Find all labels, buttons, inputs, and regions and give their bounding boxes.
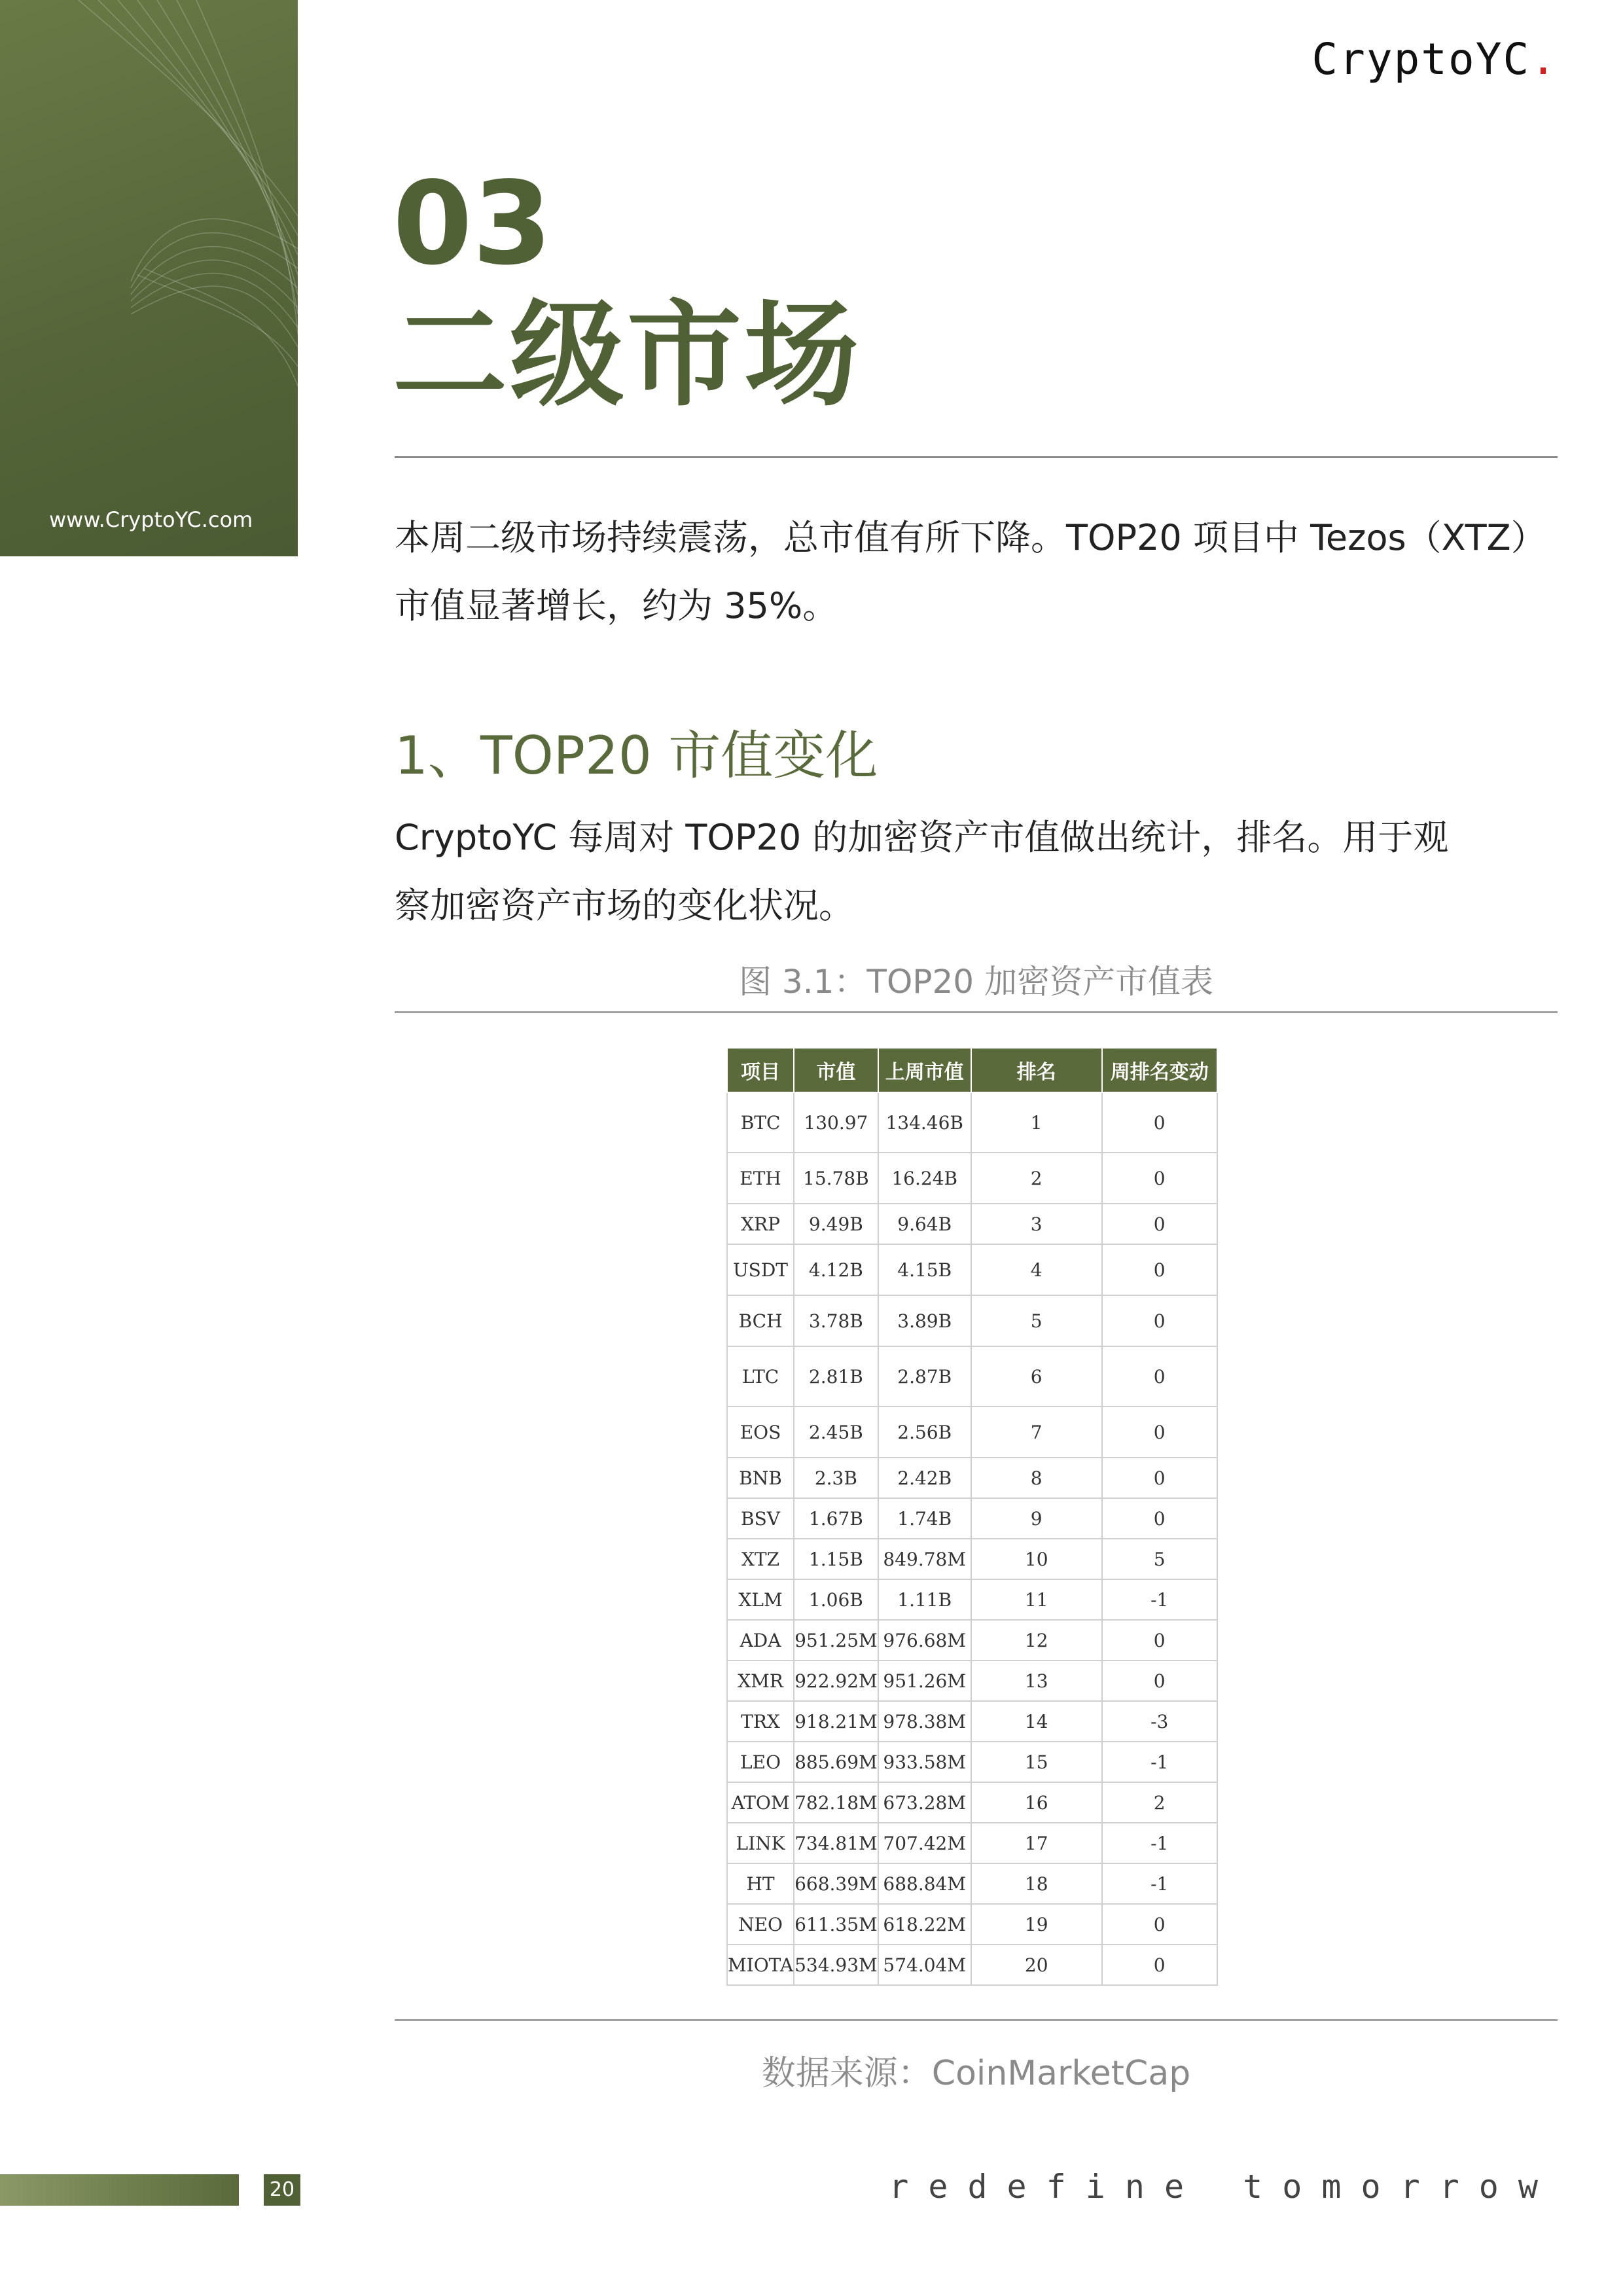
cell-last-week-cap: 1.11B: [878, 1579, 971, 1620]
cell-rank-change: 0: [1102, 1153, 1217, 1204]
chapter-number: 03: [393, 158, 552, 291]
cell-rank-change: -1: [1102, 1579, 1217, 1620]
cell-rank-change: 2: [1102, 1782, 1217, 1823]
cell-market-cap: 734.81M: [794, 1823, 878, 1863]
cell-rank-change: -1: [1102, 1742, 1217, 1782]
market-cap-table: [726, 1047, 1218, 1986]
cell-last-week-cap: 976.68M: [878, 1620, 971, 1660]
cell-market-cap: 922.92M: [794, 1660, 878, 1701]
cell-market-cap: 611.35M: [794, 1904, 878, 1945]
cell-project: HT: [727, 1863, 794, 1904]
intro-line-1: 本周二级市场持续震荡，总市值有所下降。TOP20 项目中 Tezos（XTZ）: [395, 517, 1546, 558]
cell-rank: 12: [971, 1620, 1102, 1660]
website-url: www.CryptoYC.com: [49, 507, 253, 532]
cell-last-week-cap: 673.28M: [878, 1782, 971, 1823]
section-line-2: 察加密资产市场的变化状况。: [395, 885, 854, 926]
cell-project: ADA: [727, 1620, 794, 1660]
chapter-title: 二级市场: [393, 289, 861, 422]
cell-market-cap: 668.39M: [794, 1863, 878, 1904]
cell-rank-change: 0: [1102, 1092, 1217, 1153]
intro-paragraph: [395, 504, 1560, 640]
table-row: [727, 1823, 1217, 1863]
cell-last-week-cap: 618.22M: [878, 1904, 971, 1945]
cell-rank: 2: [971, 1153, 1102, 1204]
brand-dot: .: [1530, 34, 1558, 84]
table-row: [727, 1244, 1217, 1295]
cell-rank-change: 0: [1102, 1346, 1217, 1407]
cell-market-cap: 15.78B: [794, 1153, 878, 1204]
cell-rank: 17: [971, 1823, 1102, 1863]
cell-rank-change: 0: [1102, 1407, 1217, 1458]
header-market-cap: 市值: [794, 1048, 878, 1092]
sidebar-banner: [0, 0, 298, 556]
cell-last-week-cap: 933.58M: [878, 1742, 971, 1782]
cell-rank: 9: [971, 1498, 1102, 1539]
cell-project: LEO: [727, 1742, 794, 1782]
table-row: [727, 1742, 1217, 1782]
cell-rank: 4: [971, 1244, 1102, 1295]
cell-rank-change: 0: [1102, 1458, 1217, 1498]
cell-project: TRX: [727, 1701, 794, 1742]
cell-last-week-cap: 16.24B: [878, 1153, 971, 1204]
data-source: 数据来源：CoinMarketCap: [761, 2054, 1191, 2093]
cell-market-cap: 951.25M: [794, 1620, 878, 1660]
cell-rank: 19: [971, 1904, 1102, 1945]
cell-rank-change: 0: [1102, 1945, 1217, 1985]
cell-rank-change: -1: [1102, 1863, 1217, 1904]
cell-rank: 5: [971, 1295, 1102, 1346]
table-row: [727, 1346, 1217, 1407]
cell-market-cap: 2.81B: [794, 1346, 878, 1407]
cell-project: LTC: [727, 1346, 794, 1407]
cell-project: BTC: [727, 1092, 794, 1153]
cell-rank-change: 0: [1102, 1295, 1217, 1346]
cell-last-week-cap: 2.56B: [878, 1407, 971, 1458]
cell-project: XMR: [727, 1660, 794, 1701]
table-row: [727, 1092, 1217, 1153]
cell-project: XTZ: [727, 1539, 794, 1579]
cell-rank: 16: [971, 1782, 1102, 1823]
tagline: redefine tomorrow: [889, 2168, 1558, 2206]
cell-rank: 18: [971, 1863, 1102, 1904]
cell-rank-change: -1: [1102, 1823, 1217, 1863]
header-divider: [395, 456, 1558, 458]
table-row: [727, 1458, 1217, 1498]
cell-rank: 14: [971, 1701, 1102, 1742]
cell-rank: 1: [971, 1092, 1102, 1153]
cell-last-week-cap: 707.42M: [878, 1823, 971, 1863]
cell-rank-change: 5: [1102, 1539, 1217, 1579]
cell-last-week-cap: 574.04M: [878, 1945, 971, 1985]
cell-market-cap: 918.21M: [794, 1701, 878, 1742]
table-row: [727, 1539, 1217, 1579]
cell-market-cap: 9.49B: [794, 1204, 878, 1244]
cell-rank-change: 0: [1102, 1244, 1217, 1295]
cell-project: BNB: [727, 1458, 794, 1498]
cell-last-week-cap: 4.15B: [878, 1244, 971, 1295]
cell-last-week-cap: 849.78M: [878, 1539, 971, 1579]
table-row: [727, 1407, 1217, 1458]
page-number: 20: [264, 2174, 300, 2206]
cell-market-cap: 1.67B: [794, 1498, 878, 1539]
table-row: [727, 1904, 1217, 1945]
table-row: [727, 1295, 1217, 1346]
cell-project: USDT: [727, 1244, 794, 1295]
cell-last-week-cap: 1.74B: [878, 1498, 971, 1539]
cell-project: EOS: [727, 1407, 794, 1458]
cell-rank: 7: [971, 1407, 1102, 1458]
table-row: [727, 1945, 1217, 1985]
cell-rank-change: 0: [1102, 1620, 1217, 1660]
table-row: [727, 1498, 1217, 1539]
cell-project: NEO: [727, 1904, 794, 1945]
cell-rank-change: 0: [1102, 1660, 1217, 1701]
table-row: [727, 1660, 1217, 1701]
cell-market-cap: 1.06B: [794, 1579, 878, 1620]
cell-last-week-cap: 9.64B: [878, 1204, 971, 1244]
cell-project: MIOTA: [727, 1945, 794, 1985]
cell-market-cap: 782.18M: [794, 1782, 878, 1823]
table-header-row: [727, 1048, 1217, 1092]
table-row: [727, 1620, 1217, 1660]
cell-project: BSV: [727, 1498, 794, 1539]
cell-market-cap: 2.3B: [794, 1458, 878, 1498]
cell-project: ETH: [727, 1153, 794, 1204]
cell-rank: 20: [971, 1945, 1102, 1985]
cell-last-week-cap: 2.42B: [878, 1458, 971, 1498]
cell-project: XLM: [727, 1579, 794, 1620]
cell-rank-change: 0: [1102, 1904, 1217, 1945]
table-row: [727, 1204, 1217, 1244]
cell-rank: 3: [971, 1204, 1102, 1244]
cell-rank: 8: [971, 1458, 1102, 1498]
table-row: [727, 1863, 1217, 1904]
table-row: [727, 1701, 1217, 1742]
cell-last-week-cap: 978.38M: [878, 1701, 971, 1742]
table-row: [727, 1579, 1217, 1620]
table-row: [727, 1782, 1217, 1823]
cell-market-cap: 534.93M: [794, 1945, 878, 1985]
cell-last-week-cap: 688.84M: [878, 1863, 971, 1904]
cell-rank: 11: [971, 1579, 1102, 1620]
cell-project: XRP: [727, 1204, 794, 1244]
cell-rank-change: 0: [1102, 1498, 1217, 1539]
cell-market-cap: 4.12B: [794, 1244, 878, 1295]
section-paragraph: [395, 804, 1560, 940]
header-rank: 排名: [971, 1048, 1102, 1092]
cell-market-cap: 1.15B: [794, 1539, 878, 1579]
intro-line-2: 市值显著增长，约为 35%。: [395, 585, 838, 626]
cell-market-cap: 885.69M: [794, 1742, 878, 1782]
section-title: 1、TOP20 市值变化: [395, 725, 878, 786]
cell-rank: 15: [971, 1742, 1102, 1782]
cell-last-week-cap: 134.46B: [878, 1092, 971, 1153]
cell-rank-change: 0: [1102, 1204, 1217, 1244]
cell-market-cap: 3.78B: [794, 1295, 878, 1346]
footer-bar: [0, 2174, 239, 2206]
cell-project: ATOM: [727, 1782, 794, 1823]
cell-rank: 6: [971, 1346, 1102, 1407]
brand-name: CryptoYC: [1311, 34, 1531, 84]
wave-pattern-decoration: [0, 0, 298, 556]
cell-last-week-cap: 951.26M: [878, 1660, 971, 1701]
figure-top-rule: [395, 1011, 1558, 1013]
figure-bottom-rule: [395, 2019, 1558, 2021]
cell-rank-change: -3: [1102, 1701, 1217, 1742]
cell-last-week-cap: 3.89B: [878, 1295, 971, 1346]
cell-market-cap: 130.97: [794, 1092, 878, 1153]
cell-project: LINK: [727, 1823, 794, 1863]
cell-market-cap: 2.45B: [794, 1407, 878, 1458]
section-line-1: CryptoYC 每周对 TOP20 的加密资产市值做出统计，排名。用于观: [395, 817, 1449, 858]
header-project: 项目: [727, 1048, 794, 1092]
brand-logo: [1311, 34, 1558, 84]
cell-rank: 13: [971, 1660, 1102, 1701]
table-row: [727, 1153, 1217, 1204]
figure-caption: 图 3.1：TOP20 加密资产市值表: [739, 963, 1213, 1001]
header-last-week-cap: 上周市值: [878, 1048, 971, 1092]
cell-project: BCH: [727, 1295, 794, 1346]
cell-last-week-cap: 2.87B: [878, 1346, 971, 1407]
header-rank-change: 周排名变动: [1102, 1048, 1217, 1092]
cell-rank: 10: [971, 1539, 1102, 1579]
